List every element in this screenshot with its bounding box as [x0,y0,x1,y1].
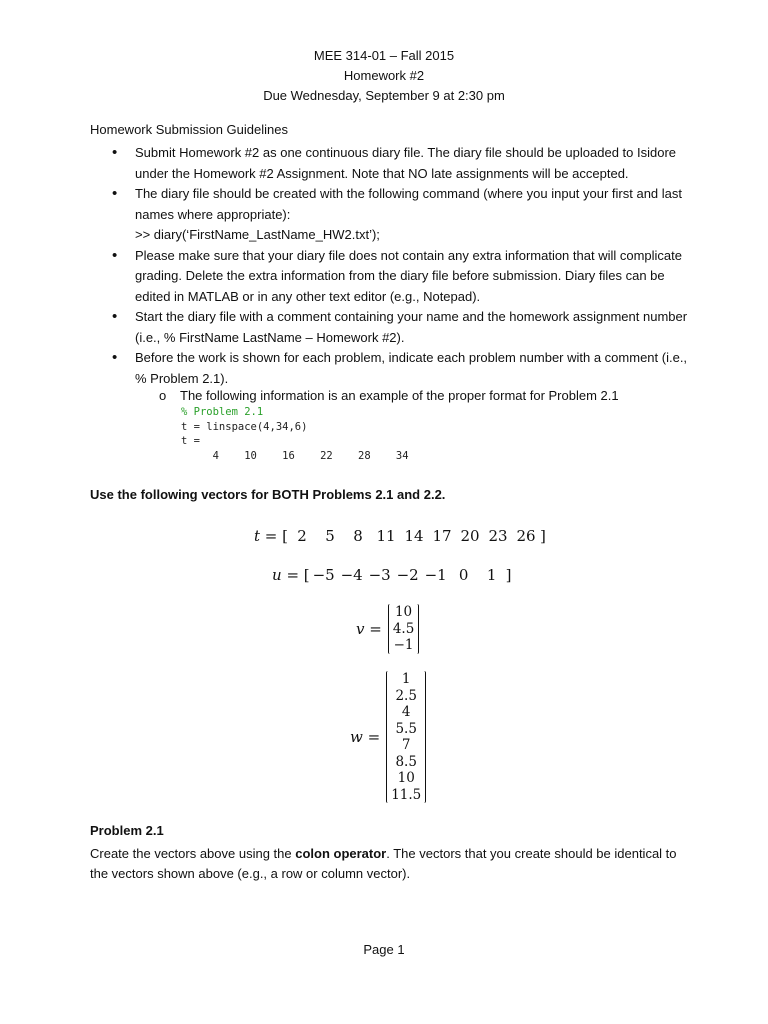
vector-name: t [254,527,261,545]
vector-entry: 17 [432,527,452,545]
vector-entry: 11.5 [391,786,422,803]
guideline-item: • Submit Homework #2 as one continuous diary file. The diary file should be uploaded to Isidore under the Homework #2 Assignment. Note that NO late assignments will be accepted. [90,143,690,184]
page-number: Page 1 [363,942,405,957]
vector-t: t = [ 2 5 8 11 14 17 20 23 26 ] [254,527,546,545]
sub-bullet: o The following information is an example of the proper format for Problem 2.1 [180,386,619,406]
guideline-item: • Please make sure that your diary file does not contain any extra information that will complicate grading. Delete the extra information from the diary file before submission. Diary files can be edited in MATLAB or in any other text editor (e.g., Notepad). [90,246,690,308]
document-header [0,46,768,106]
code-line: t = [181,435,200,447]
vector-entry: 1 [401,671,411,687]
code-line: t = linspace(4,34,6) [181,420,308,433]
vector-entry: 8.5 [395,753,417,770]
guidelines-title: Homework Submission Guidelines [90,122,288,137]
vector-entry: 2.5 [395,687,417,704]
code-output: 4 10 16 22 28 34 [181,449,409,462]
vector-entry: 5.5 [395,720,417,737]
vector-entry: −4 [340,566,363,584]
vector-entry: −2 [396,566,419,584]
vector-entry: −1 [424,566,447,584]
vector-entry: −5 [312,566,335,584]
vector-entry: −1 [393,637,414,653]
guidelines-list [90,143,690,389]
column-bracket [386,671,426,803]
assignment-title: Homework #2 [343,68,425,83]
guideline-item: • The diary file should be created with the following command (where you input your first and last names where appropriate): >> diary(‘FirstName_LastName_HW2.txt’); [90,184,690,246]
vector-entry: 20 [460,527,480,545]
vector-u: u = [ −5 −4 −3 −2 −1 0 1 ] [272,566,512,584]
vector-name: v = [356,619,382,638]
problem-title: Problem 2.1 [90,823,164,838]
vector-entry: 10 [394,604,413,620]
vector-values [310,566,506,584]
vector-entry: 8 [353,527,363,545]
diary-command: >> diary(‘FirstName_LastName_HW2.txt’); [135,227,380,242]
vector-entry: 5 [325,527,335,545]
vector-name: u [272,566,282,584]
vector-entry: 4.5 [392,620,415,637]
vector-entry: 14 [404,527,424,545]
guideline-item: • Before the work is shown for each problem, indicate each problem number with a comment (i.e., % Problem 2.1). [90,348,690,389]
vectors-instruction: Use the following vectors for BOTH Problems 2.1 and 2.2. [90,487,446,502]
due-date: Due Wednesday, September 9 at 2:30 pm [263,88,505,103]
vector-entry: 10 [397,770,415,786]
vector-entry: 1 [486,566,497,584]
problem-text: Create the vectors above using the colon operator. The vectors that you create should be identical to the vectors shown above (e.g., a row or column vector). [90,846,677,881]
vector-entry: 0 [458,566,469,584]
vector-entry: 2 [297,527,307,545]
code-example [181,405,409,463]
column-bracket [388,604,419,654]
vector-entry: 11 [376,527,396,545]
code-comment: % Problem 2.1 [181,406,264,418]
vector-entry: 23 [488,527,508,545]
hollow-bullet-icon: o [159,388,167,403]
vector-v [356,604,419,654]
vector-w [350,671,426,803]
vector-entry: 4 [401,704,411,720]
guideline-item: • Start the diary file with a comment containing your name and the homework assignment number (i.e., % FirstName LastName – Homework #2). [90,307,690,348]
vector-entry: −3 [368,566,391,584]
vector-name: w = [350,728,381,746]
vector-entry: 7 [401,737,411,753]
vector-entry: 26 [516,527,536,545]
vector-values [288,527,540,545]
course-title: MEE 314-01 – Fall 2015 [313,48,455,63]
